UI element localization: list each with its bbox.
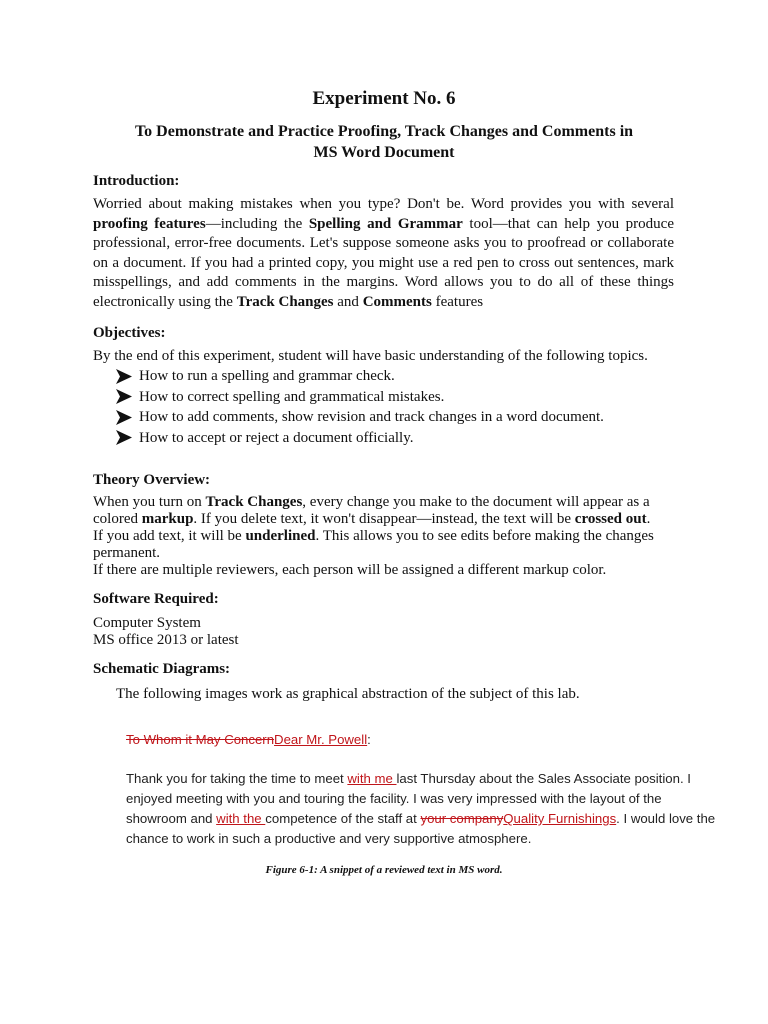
theory-text: . This allows you to see edits before making the changes (315, 528, 654, 544)
arrowhead-bullet-icon (115, 409, 133, 426)
inserted-text: Dear Mr. Powell (274, 732, 368, 747)
schematic-intro: The following images work as graphical abstraction of the subject of this lab. (116, 686, 580, 702)
inserted-text: with me (347, 771, 397, 786)
theory-bold-track-changes: Track Changes (205, 494, 303, 510)
intro-bold-track-changes: Track Changes (236, 293, 334, 310)
intro-text-4: and (333, 293, 363, 310)
theory-line-3 (93, 528, 693, 545)
theory-line-2 (93, 511, 693, 528)
software-item: MS office 2013 or latest (93, 632, 239, 648)
snippet-text: . I would love the (616, 811, 716, 826)
snippet-text: showroom and (126, 811, 217, 826)
software-list (93, 615, 674, 649)
objectives-intro: By the end of this experiment, student will have basic understanding of the following topics. (93, 348, 648, 364)
page-title: Experiment No. 6 (312, 88, 456, 109)
snippet-text: Thank you for taking the time to meet (126, 771, 348, 786)
objectives-list (115, 366, 675, 448)
theory-paragraph (93, 494, 693, 579)
theory-text: When you turn on (93, 494, 206, 510)
subtitle-line-2: MS Word Document (313, 144, 455, 161)
theory-line-4: permanent. (93, 545, 161, 561)
intro-bold-spelling: Spelling and Grammar (308, 215, 463, 232)
theory-line-5: If there are multiple reviewers, each person will be assigned a different markup color. (93, 562, 607, 578)
theory-line-1 (93, 494, 693, 511)
snippet-line-1 (126, 769, 726, 789)
snippet-line-3 (126, 809, 726, 829)
objective-item-text: How to add comments, show revision and track changes in a word document. (139, 409, 604, 425)
theory-text: . If you delete text, it won't disappear—instead, the text will be (193, 511, 575, 527)
intro-text-2: —including the (205, 215, 309, 232)
intro-text-1: Worried about making mistakes when you type? Don't be. Word provides you with several (93, 196, 674, 212)
theory-bold-markup: markup (141, 511, 194, 527)
theory-bold-underlined: underlined (245, 528, 316, 544)
theory-heading: Theory Overview: (93, 472, 211, 488)
snippet-text: last Thursday about the Sales Associate position. I (396, 771, 691, 786)
software-heading: Software Required: (93, 591, 219, 607)
inserted-text: Quality Furnishings (503, 811, 617, 826)
objective-item-text: How to run a spelling and grammar check. (139, 368, 395, 384)
theory-text: colored (93, 511, 142, 527)
theory-text: , every change you make to the document will appear as a (302, 494, 650, 510)
figure-caption: Figure 6-1: A snippet of a reviewed text in MS word. (265, 864, 503, 876)
arrowhead-bullet-icon (115, 368, 133, 385)
software-item: Computer System (93, 615, 201, 631)
intro-bold-proofing: proofing features (93, 215, 206, 232)
intro-text-5: features (431, 293, 484, 310)
schematic-heading: Schematic Diagrams: (93, 661, 231, 677)
objective-item-text: How to accept or reject a document officially. (139, 429, 414, 446)
introduction-paragraph (93, 195, 674, 312)
list-item (115, 407, 675, 428)
tracked-changes-snippet (126, 730, 726, 750)
snippet-text: competence of the staff at (265, 811, 421, 826)
subtitle-line-1: To Demonstrate and Practice Proofing, Track Changes and Comments in (134, 123, 634, 140)
objectives-heading: Objectives: (93, 325, 166, 341)
arrowhead-bullet-icon (115, 388, 133, 405)
inserted-text: with the (216, 811, 266, 826)
theory-text: If you add text, it will be (93, 528, 246, 544)
list-item (115, 428, 675, 449)
page-subtitle (96, 121, 672, 163)
arrowhead-bullet-icon (115, 429, 133, 446)
objective-item-text: How to correct spelling and grammatical mistakes. (139, 388, 445, 405)
theory-text: . (646, 511, 651, 527)
introduction-heading: Introduction: (93, 173, 180, 189)
theory-bold-crossed-out: crossed out (574, 511, 647, 527)
snippet-line-4: chance to work in such a productive and very supportive atmosphere. (126, 831, 532, 846)
list-item (115, 387, 675, 408)
snippet-salutation (126, 730, 726, 750)
tracked-changes-body (126, 769, 726, 849)
deleted-text: To Whom it May Concern (126, 732, 275, 747)
snippet-text: : (367, 732, 371, 747)
intro-text-3: tool—that can help you produce professional, error-free documents. Let's suppose someone asks you to proofread or collaborate on a document. If you had a printed copy, you might use a red pen to cross out sentences, mark misspellings, and add comments in the margins. Word allows you to do all of these things electronically using the (93, 215, 674, 310)
snippet-line-2: enjoyed meeting with you and touring the facility. I was very impressed with the layout of the (126, 791, 662, 806)
intro-bold-comments: Comments (362, 293, 432, 310)
deleted-text: your company (420, 811, 504, 826)
list-item (115, 366, 675, 387)
